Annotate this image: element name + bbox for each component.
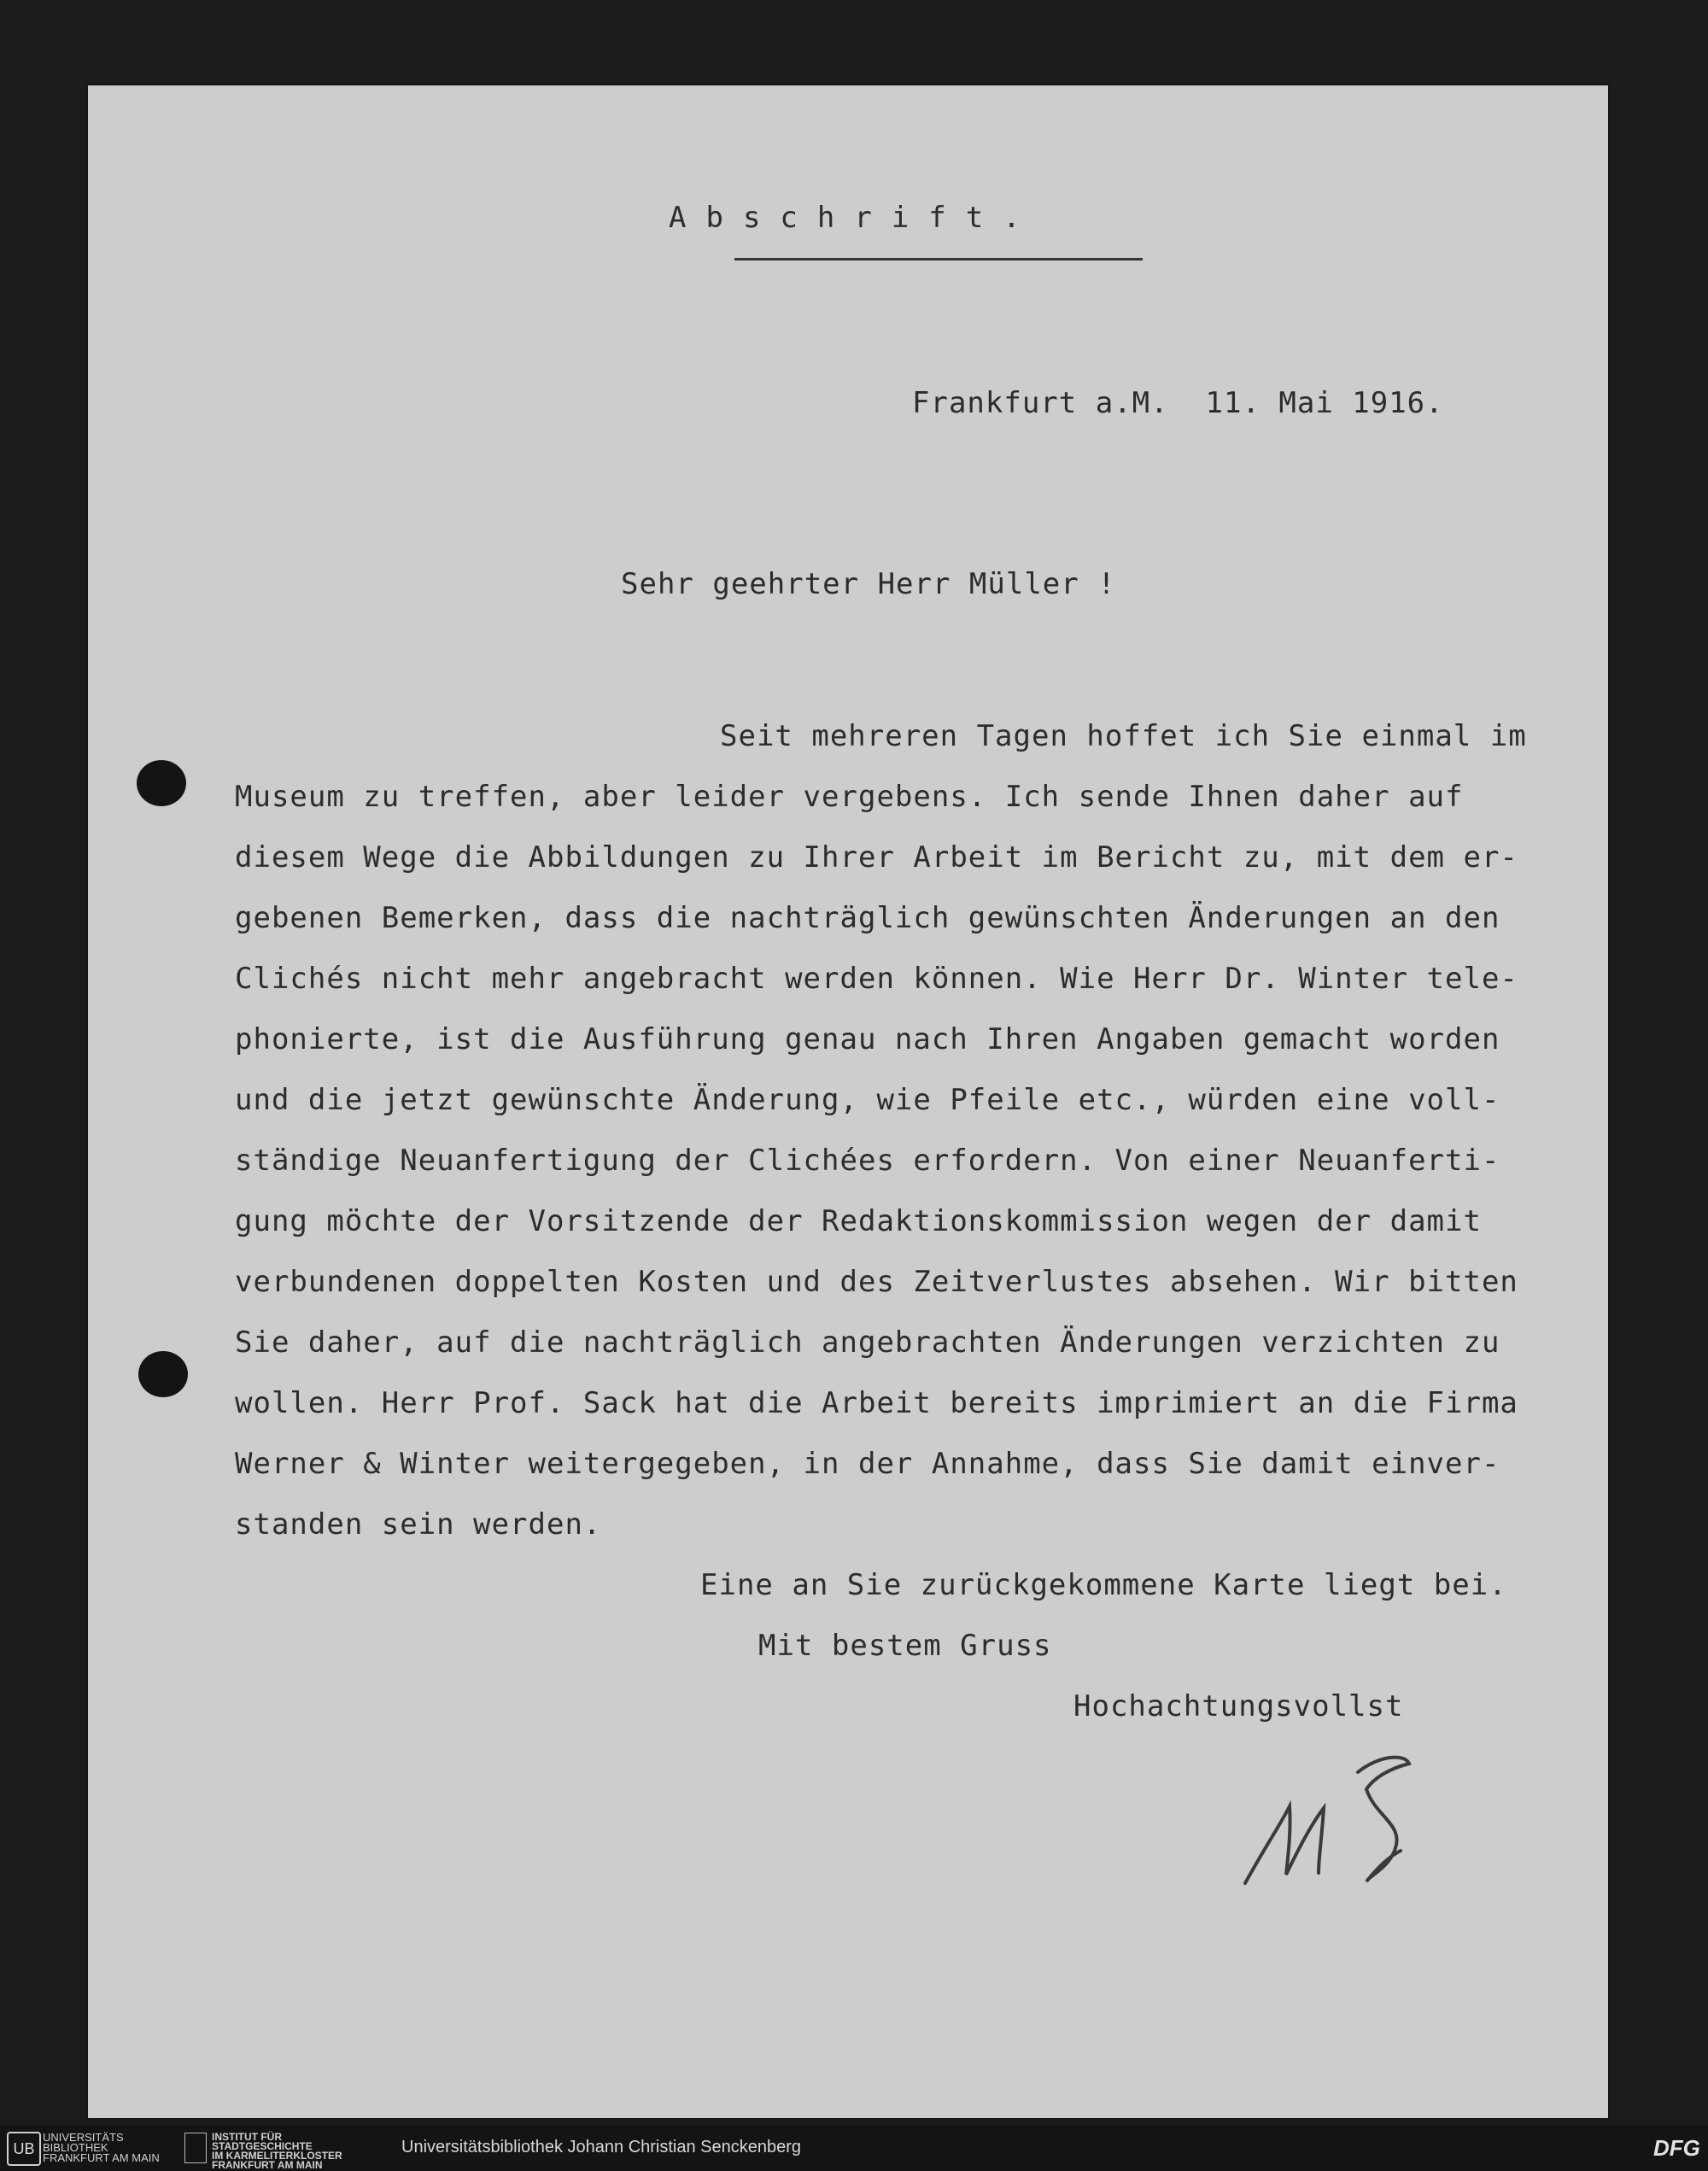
body-line: und die jetzt gewünschte Änderung, wie Pfeile etc., würden eine voll- xyxy=(235,1083,1500,1117)
greeting: Mit bestem Gruss xyxy=(758,1629,1052,1663)
body-line: Museum zu treffen, aber leider vergebens. Ich sende Ihnen daher auf xyxy=(235,780,1464,814)
body-line: Seit mehreren Tagen hoffet ich Sie einmal im xyxy=(720,719,1527,753)
title-underline xyxy=(734,258,1143,260)
ub-logo: UB xyxy=(7,2132,41,2166)
document-title: Abschrift. xyxy=(669,201,1040,235)
body-line: diesem Wege die Abbildungen zu Ihrer Arbeit im Bericht zu, mit dem er- xyxy=(235,840,1518,875)
library-credit: Universitätsbibliothek Johann Christian Senckenberg xyxy=(401,2138,802,2156)
punch-hole-top xyxy=(137,760,186,806)
salutation: Sehr geehrter Herr Müller ! xyxy=(621,567,1116,601)
body-line: verbundenen doppelten Kosten und des Zeitverlustes absehen. Wir bitten xyxy=(235,1265,1518,1299)
institut-label: INSTITUT FÜR STADTGESCHICHTE IM KARMELITERKLOSTER FRANKFURT AM MAIN xyxy=(212,2131,342,2171)
closing: Hochachtungsvollst xyxy=(1073,1689,1404,1723)
body-line: ständige Neuanfertigung der Clichées erfordern. Von einer Neuanferti- xyxy=(235,1144,1500,1178)
institut-logo-icon xyxy=(184,2133,207,2163)
handwritten-signature xyxy=(1230,1738,1469,1900)
punch-hole-bottom xyxy=(138,1351,188,1397)
body-line: Sie daher, auf die nachträglich angebrachten Änderungen verzichten zu xyxy=(235,1325,1500,1360)
date-line: Frankfurt a.M. 11. Mai 1916. xyxy=(912,386,1444,420)
body-line: phonierte, ist die Ausführung genau nach Ihren Angaben gemacht worden xyxy=(235,1022,1500,1056)
body-line: Werner & Winter weitergegeben, in der Annahme, dass Sie damit einver- xyxy=(235,1447,1500,1481)
body-line: wollen. Herr Prof. Sack hat die Arbeit bereits imprimiert an die Firma xyxy=(235,1386,1518,1420)
ub-label: UNIVERSITÄTS BIBLIOTHEK FRANKFURT AM MAIN xyxy=(43,2131,160,2164)
dfg-logo: DFG xyxy=(1653,2135,1700,2161)
body-line: gung möchte der Vorsitzende der Redaktionskommission wegen der damit xyxy=(235,1204,1482,1238)
body-line: gebenen Bemerken, dass die nachträglich gewünschten Änderungen an den xyxy=(235,901,1500,935)
body-line: Clichés nicht mehr angebracht werden können. Wie Herr Dr. Winter tele- xyxy=(235,962,1518,996)
body-line: standen sein werden. xyxy=(235,1507,602,1542)
postscript: Eine an Sie zurückgekommene Karte liegt bei. xyxy=(700,1568,1507,1602)
